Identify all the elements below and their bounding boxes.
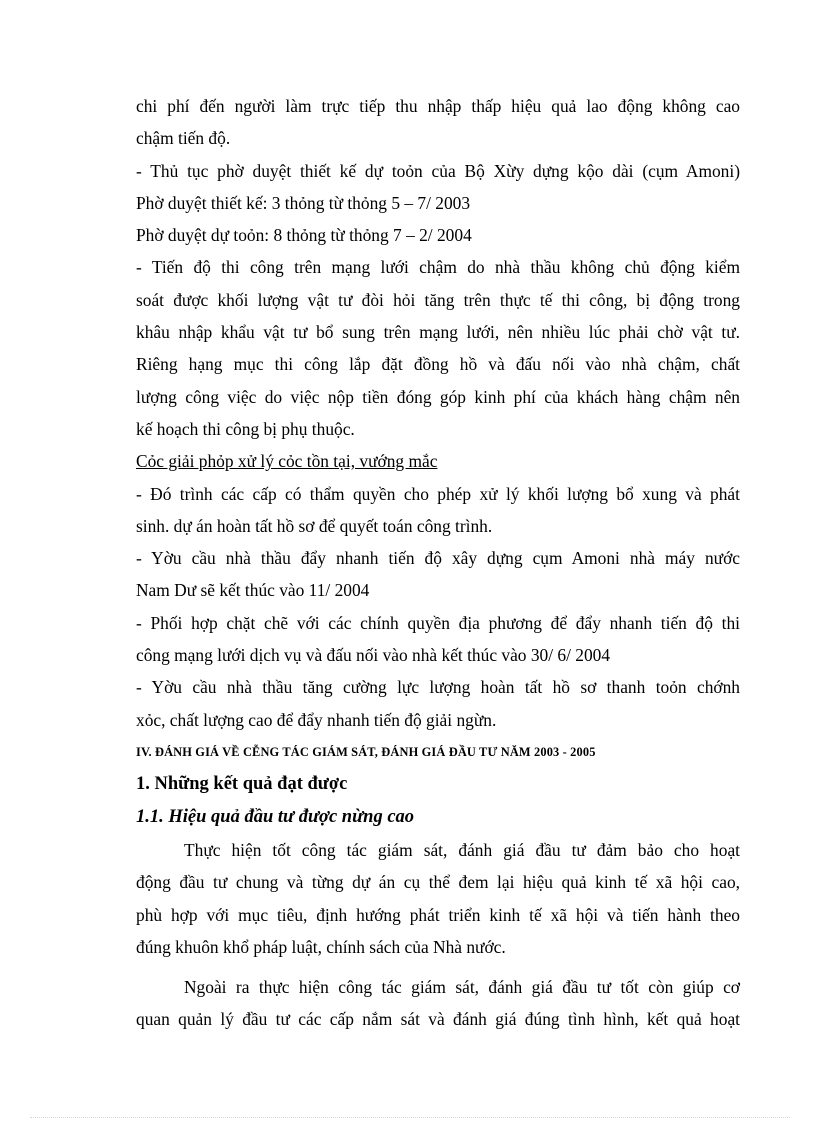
solutions-heading-text: Cỏc giải phỏp xử lý cỏc tồn tại, vướng mắc: [136, 451, 438, 472]
paragraph-line: động đầu tư chung và từng dự án cụ thể đem lại hiệu quả kinh tế xã hội cao,: [136, 872, 740, 893]
text-line: Phờ duyệt dự toỏn: 8 thỏng từ thỏng 7 – 2/ 2004: [136, 225, 472, 246]
text-line: - Đó trình các cấp có thẩm quyền cho phép xử lý khối lượng bổ xung và phát: [136, 483, 740, 504]
paragraph-line: phù hợp với mục tiêu, định hướng phát triển kinh tế xã hội và tiến hành theo: [136, 904, 740, 925]
text-line: - Tiến độ thi công trên mạng lưới chậm do nhà thầu không chủ động kiểm: [136, 257, 740, 278]
text-line: chậm tiến độ.: [136, 128, 231, 149]
text-line: chi phí đến người làm trực tiếp thu nhập thấp hiệu quả lao động không cao: [136, 96, 740, 116]
text-line: - Yờu cầu nhà thầu đẩy nhanh tiến độ xây dựng cụm Amoni nhà máy nước: [136, 548, 740, 569]
paragraph-line: Ngoài ra thực hiện công tác giám sát, đánh giá đầu tư tốt còn giúp cơ: [184, 977, 740, 998]
text-line: kế hoạch thi công bị phụ thuộc.: [136, 418, 355, 439]
text-line: Phờ duyệt thiết kế: 3 thỏng từ thỏng 5 – 7/ 2003: [136, 192, 471, 213]
subheading-1-1: 1.1. Hiệu quả đầu tư được nừng cao: [136, 806, 415, 827]
subheading-1: 1. Những kết quả đạt được: [136, 773, 348, 794]
text-line: - Thủ tục phờ duyệt thiết kế dự toỏn của Bộ Xừy dựng kộo dài (cụm Amoni): [136, 160, 740, 181]
text-line: xỏc, chất lượng cao để đẩy nhanh tiến độ giải ngừn.: [136, 709, 497, 730]
text-line: khâu nhập khẩu vật tư bổ sung trên mạng lưới, nên nhiều lúc phải chờ vật tư.: [136, 322, 740, 343]
page-content: [136, 90, 740, 1036]
text-line: soát được khối lượng vật tư đòi hỏi tăng trên thực tế thi công, bị động trong: [136, 289, 740, 310]
text-line: Riêng hạng mục thi công lắp đặt đồng hồ và đấu nối vào nhà chậm, chất: [136, 354, 740, 375]
text-line: Nam Dư sẽ kết thúc vào 11/ 2004: [136, 580, 370, 601]
text-line: công mạng lưới dịch vụ và đấu nối vào nhà kết thúc vào 30/ 6/ 2004: [136, 645, 611, 666]
text-line: - Phối hợp chặt chẽ với các chính quyền địa phương để đẩy nhanh tiến độ thi: [136, 612, 740, 633]
section-heading: IV. ĐÁNH GIÁ VỀ CỄNG TÁC GIÁM SÁT, ĐÁNH GIÁ ĐẦU TƯ NĂM 2003 - 2005: [136, 744, 596, 759]
paragraph-line: quan quản lý đầu tư các cấp nắm sát và đánh giá đúng tình hình, kết quả hoạt: [136, 1009, 740, 1030]
solutions-heading: [136, 445, 740, 477]
text-line: sinh. dự án hoàn tất hồ sơ để quyết toán công trình.: [136, 515, 493, 536]
page-bottom-divider: [30, 1117, 790, 1118]
text-line: lượng công việc do việc nộp tiền đóng góp kinh phí của khách hàng chậm nên: [136, 386, 740, 407]
paragraph-line: Thực hiện tốt công tác giám sát, đánh giá đầu tư đảm bảo cho hoạt: [184, 839, 740, 860]
paragraph-line: đúng khuôn khổ pháp luật, chính sách của Nhà nước.: [136, 936, 506, 957]
text-line: - Yờu cầu nhà thầu tăng cường lực lượng hoàn tất hồ sơ thanh toỏn chớnh: [136, 677, 740, 698]
